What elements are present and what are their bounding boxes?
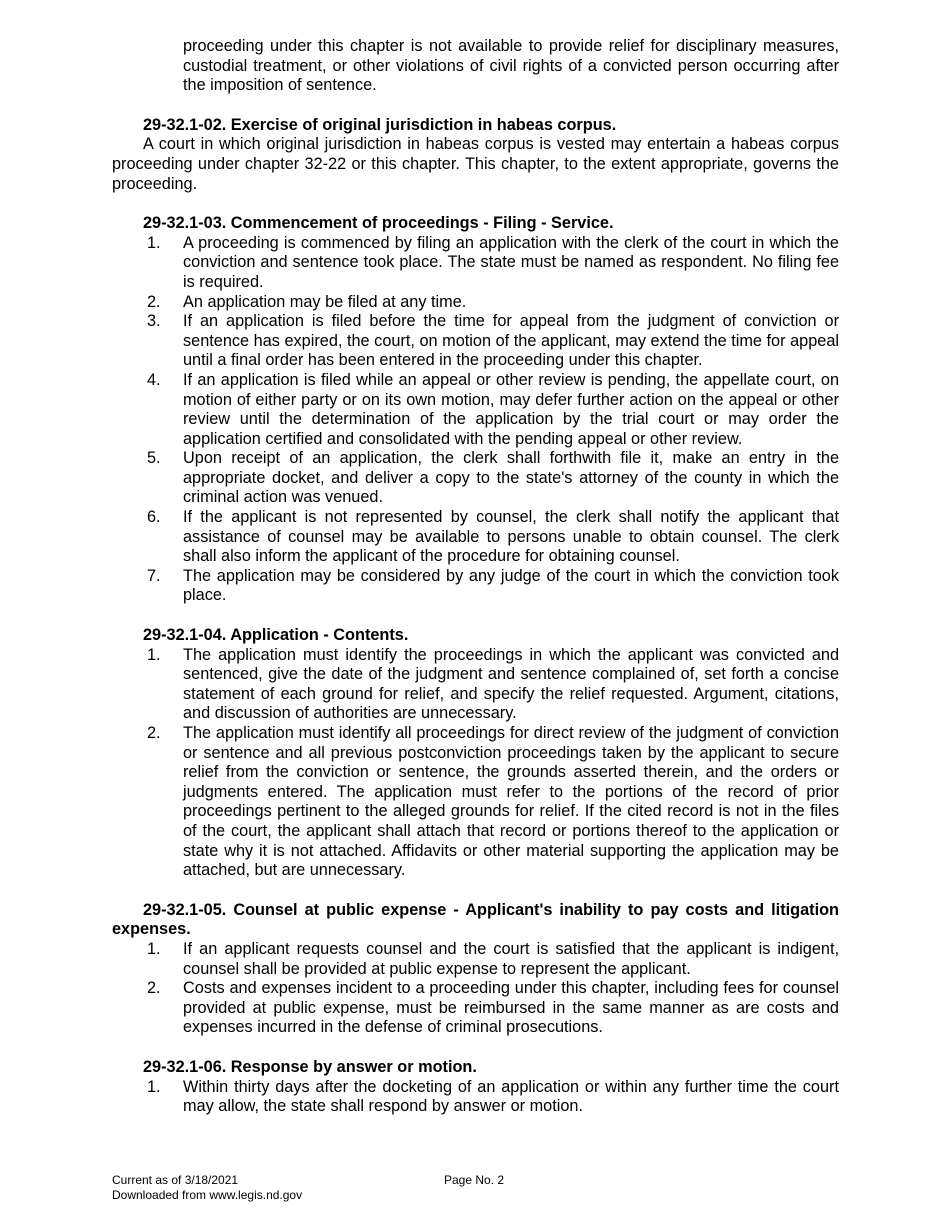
list-item-number: 2.: [147, 724, 161, 742]
section: [112, 214, 839, 606]
footer-downloaded-from: Downloaded from www.legis.nd.gov: [112, 1188, 303, 1202]
list-item-text: An application may be filed at any time.: [183, 292, 467, 311]
list-item-number: 2.: [147, 292, 161, 311]
section-body: A court in which original jurisdiction in habeas corpus is vested may entertain a habeas corpus proceeding under chapter 32-22 or this chapter. This chapter, to the extent appropriate, governs the proceeding.: [112, 135, 839, 193]
numbered-list: [112, 1078, 839, 1117]
list-item-number: 6.: [147, 508, 161, 527]
list-item-number: 4.: [147, 370, 161, 389]
footer-source: [112, 1173, 302, 1203]
list-item-number: 2.: [147, 979, 161, 998]
list-item: [112, 1078, 839, 1117]
list-item-text: If the applicant is not represented by counsel, the clerk shall notify the applicant that assistance of counsel may be available to persons unable to obtain counsel. The clerk shall also inform the applicant of the procedure for obtaining counsel.: [183, 508, 839, 566]
section-heading: 29-32.1-06. Response by answer or motion.: [143, 1057, 477, 1076]
list-item-text: Costs and expenses incident to a proceeding under this chapter, including fees for counsel provided at public expense, must be reimbursed in the same manner as are costs and expenses incurred in the defense of criminal prosecutions.: [183, 979, 839, 1037]
list-item-text: Within thirty days after the docketing of an application or within any further time the court may allow, the state shall respond by answer or motion.: [183, 1077, 839, 1116]
section: [112, 116, 839, 194]
list-item-text: If an application is filed while an appeal or other review is pending, the appellate court, on motion of either party or on its own motion, may defer further action on the appeal or other review until the determination of the application by the trial court or may order the application certified and consolidated with the pending appeal or other review.: [183, 370, 839, 448]
numbered-list: [112, 940, 839, 1038]
document-page: [112, 37, 839, 1117]
list-item-number: 3.: [147, 312, 161, 331]
list-item: [112, 724, 839, 881]
section-heading: 29-32.1-05. Counsel at public expense - Applicant's inability to pay costs and litigation expenses.: [112, 900, 839, 939]
section-heading: 29-32.1-04. Application - Contents.: [143, 626, 409, 645]
numbered-list: [112, 234, 839, 606]
list-item-number: 1.: [147, 939, 161, 958]
list-item: [112, 979, 839, 1038]
intro-paragraph: proceeding under this chapter is not available to provide relief for disciplinary measures, custodial treatment, or other violations of civil rights of a convicted person occurring after the imposition of sentence.: [183, 37, 839, 95]
list-item-text: If an applicant requests counsel and the court is satisfied that the applicant is indigent, counsel shall be provided at public expense to represent the applicant.: [183, 939, 839, 978]
list-item: [112, 449, 839, 508]
sections-container: [112, 116, 839, 1117]
list-item: [112, 312, 839, 371]
list-item-number: 1.: [147, 1077, 161, 1096]
list-item-number: 1.: [147, 645, 161, 664]
list-item: [112, 293, 839, 313]
footer-page-number: Page No. 2: [444, 1173, 505, 1187]
list-item: [112, 567, 839, 606]
list-item: [112, 234, 839, 293]
list-item: [112, 508, 839, 567]
list-item-number: 7.: [147, 566, 161, 585]
list-item-text: A proceeding is commenced by filing an application with the clerk of the court in which the conviction and sentence took place. The state must be named as respondent. No filing fee is required.: [183, 233, 839, 291]
section-heading: 29-32.1-02. Exercise of original jurisdiction in habeas corpus.: [143, 115, 617, 134]
list-item: [112, 940, 839, 979]
list-item-text: The application must identify all proceedings for direct review of the judgment of conviction or sentence and all previous postconviction proceedings taken by the applicant to secure relief from the conviction or sentence, the grounds asserted therein, and the orders or judgments entered. The application must refer to the portions of the record of prior proceedings pertinent to the alleged grounds for relief. If the cited record is not in the files of the court, the applicant shall attach that record or portions thereof to the application or state why it is not attached. Affidavits or other material supporting the application may be attached, but are unnecessary.: [183, 724, 839, 880]
list-item-text: The application must identify the proceedings in which the applicant was convicted and sentenced, give the date of the judgment and sentence complained of, set forth a concise statement of each ground for relief, and specify the relief requested. Argument, citations, and discussion of authorities are unnecessary.: [183, 645, 839, 723]
list-item-text: The application may be considered by any judge of the court in which the conviction took place.: [183, 566, 839, 605]
list-item-text: If an application is filed before the time for appeal from the judgment of conviction or sentence has expired, the court, on motion of the applicant, may extend the time for appeal until a final order has been entered in the proceeding under this chapter.: [183, 312, 839, 370]
section: [112, 1058, 839, 1117]
numbered-list: [112, 646, 839, 881]
list-item: [112, 371, 839, 449]
list-item: [112, 646, 839, 724]
section: [112, 626, 839, 881]
section: [112, 901, 839, 1038]
footer-current-as-of: Current as of 3/18/2021: [112, 1173, 239, 1187]
list-item-number: 5.: [147, 449, 161, 468]
list-item-text: Upon receipt of an application, the clerk shall forthwith file it, make an entry in the appropriate docket, and deliver a copy to the state's attorney of the county in which the criminal action was venued.: [183, 449, 839, 507]
list-item-number: 1.: [147, 233, 161, 252]
section-heading: 29-32.1-03. Commencement of proceedings - Filing - Service.: [143, 214, 614, 233]
